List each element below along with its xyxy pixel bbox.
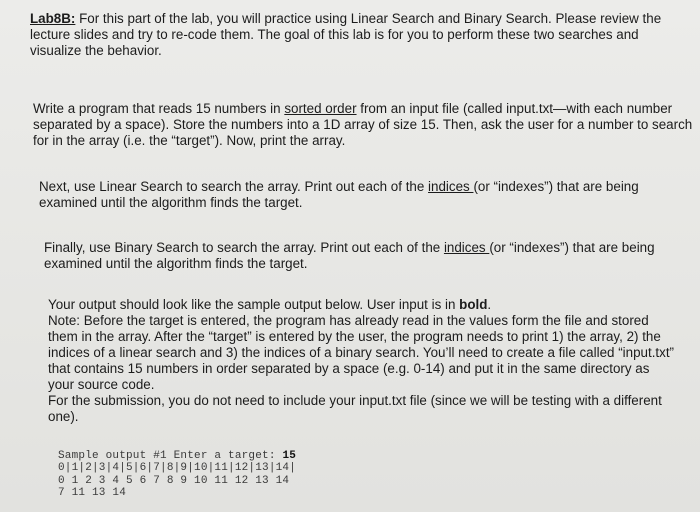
sample-linear-line: 0 1 2 3 4 5 6 7 8 9 10 11 12 13 14 [58,474,290,487]
linear-text-b: (or “indexes”) that are being examined until the algorithm finds the target. [39,179,639,210]
intro-text: For this part of the lab, you will practice using Linear Search and Binary Search. Please review the lecture slides and try to re-code them. The goal of this lab is for you to perform these two searches and visualize the behavior. [30,11,662,58]
program-text-b: from an input file (called input.txt—with each number separated by a space). Store the numbers into a 1D array of size 15. Then, ask the user for a number to search for in the array (i.e. the “target”). Now, print the array. [33,101,693,148]
output-intro-line [48,297,678,313]
sample-binary-line: 7 11 13 14 [58,487,127,500]
intro-paragraph [30,11,692,59]
sample-prompt-line [58,450,296,462]
binary-search-paragraph [44,240,674,272]
output-instructions [48,297,678,425]
submission-text: For the submission, you do not need to include your input.txt file (since we will be testing with a different one). [48,393,662,424]
sample-output [58,450,296,500]
program-paragraph [33,101,693,149]
sorted-order-underline: sorted order [284,101,357,116]
program-text-a: Write a program that reads 15 numbers in [33,101,285,116]
output-intro-period: . [487,297,492,312]
bold-word: bold [459,297,488,312]
note-text: Note: Before the target is entered, the program has already read in the values form the file and stored them in the array. After the “target” is entered by the user, the program needs to print 1) the array, 2) the indices of a linear search and 3) the indices of a binary search. You’ll need to create a file called “input.txt” that contains 15 numbers in order separated by a space (e.g. 0-14) and put it in the same directory as your source code. [48,313,675,392]
sample-target-input: 15 [282,450,297,462]
linear-text-a: Next, use Linear Search to search the array. Print out each of the [39,179,429,194]
linear-search-paragraph [39,179,689,211]
output-intro-text: Your output should look like the sample output below. User input is in [48,297,460,312]
binary-indices-underline: indices [443,240,490,255]
lab-title: Lab8B: [30,11,76,26]
sample-array-line: 0|1|2|3|4|5|6|7|8|9|10|11|12|13|14| [58,462,297,475]
binary-text-a: Finally, use Binary Search to search the array. Print out each of the [44,240,444,255]
binary-text-b: (or “indexes”) that are being examined until the algorithm finds the target. [44,240,655,271]
linear-indices-underline: indices [428,179,474,194]
sample-prompt: Sample output #1 Enter a target: [58,450,283,462]
